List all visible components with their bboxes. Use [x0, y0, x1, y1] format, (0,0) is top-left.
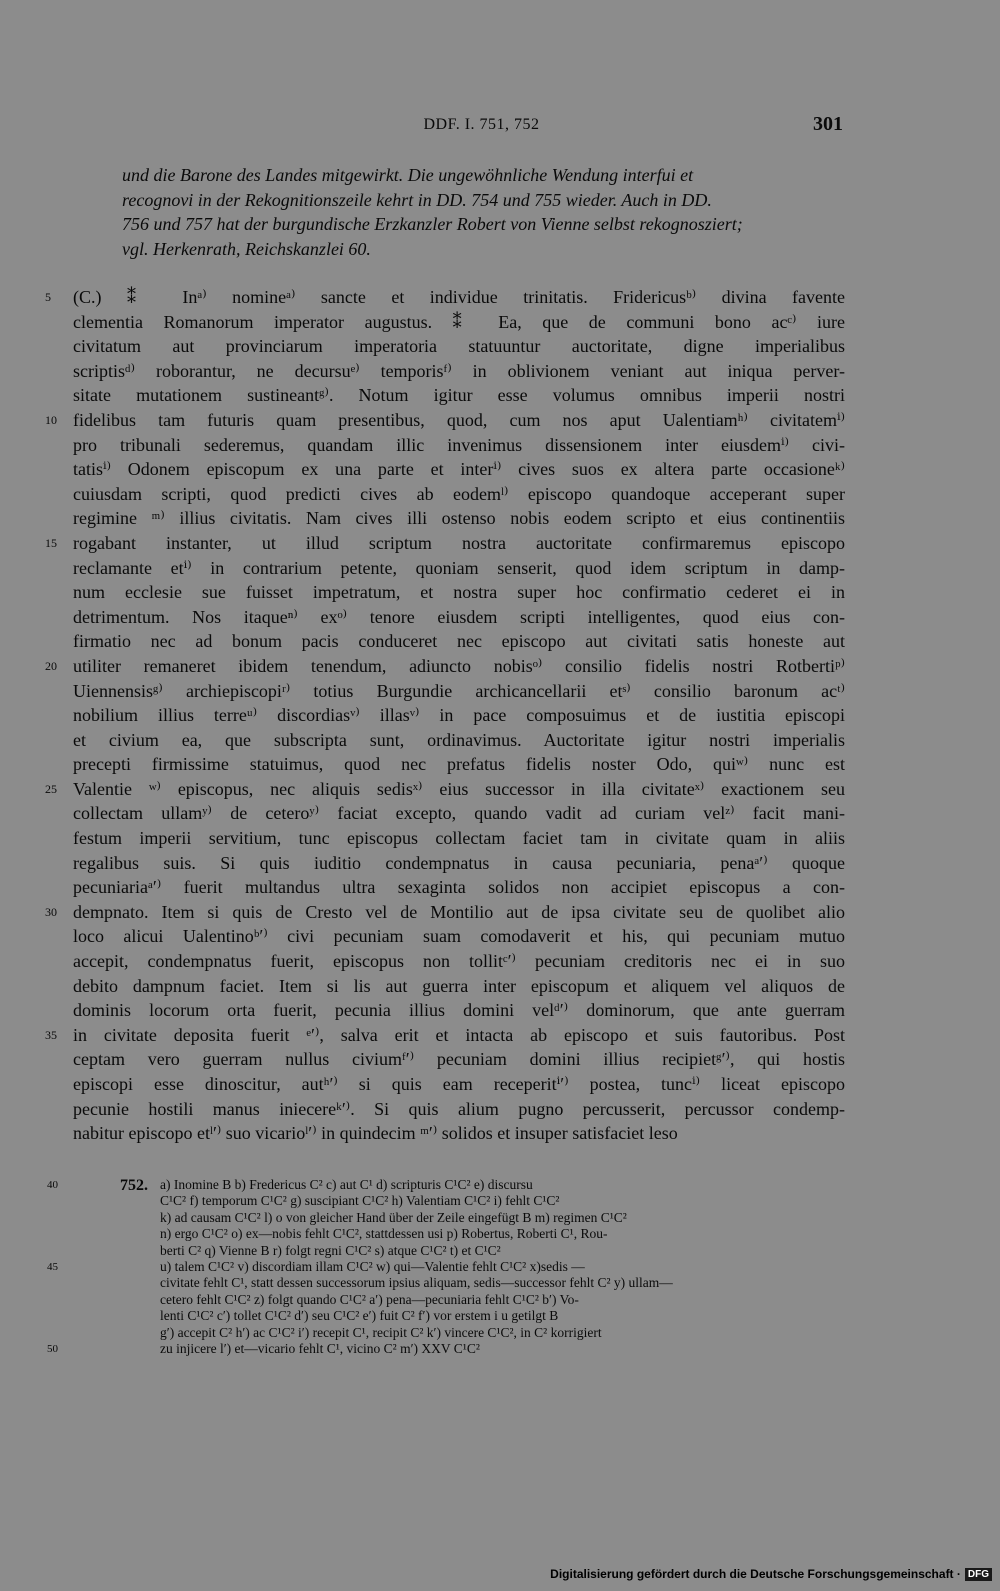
apparatus-line — [47, 1340, 845, 1357]
apparatus-line — [160, 1325, 845, 1341]
text-line — [45, 285, 845, 310]
line-text: detrimentum. Nos itaqueⁿ⁾ exᵒ⁾ tenore eiusdem scripti intelligentes, quod eius con- — [73, 606, 845, 627]
apparatus-text: civitate fehlt C¹, statt dessen successorum ipsius aliquam, sedis—successor fehlt C² y) ullam— — [160, 1275, 673, 1291]
preliminary-remark — [122, 163, 845, 261]
text-line — [73, 580, 845, 605]
text-line — [73, 924, 845, 949]
line-text: et civium ea, que subscripta sunt, ordinavimus. Auctoritate igitur nostri imperialis — [73, 729, 845, 750]
text-line — [45, 777, 845, 802]
line-text: festum imperii servitium, tunc episcopus collectam faciet tam in civitate quam in aliis — [73, 828, 845, 849]
text-line — [73, 801, 845, 826]
line-text: tatisⁱ⁾ Odonem episcopum ex una parte et interⁱ⁾ cives suos ex altera parte occasioneᵏ⁾ — [73, 459, 845, 480]
remark-line: recognovi in der Rekognitionszeile kehrt in DD. 754 und 755 wieder. Auch in DD. — [122, 189, 712, 210]
apparatus-text: k) ad causam C¹C² l) o von gleicher Hand über der Zeile eingefügt B m) regimen C¹C² — [160, 1209, 627, 1225]
remark-line: und die Barone des Landes mitgewirkt. Die ungewöhnliche Wendung interfui et — [122, 165, 694, 185]
text-line — [45, 900, 845, 925]
line-text: scriptisᵈ⁾ roborantur, ne decursuᵉ⁾ temporisᶠ⁾ in oblivionem veniant aut iniqua perver- — [73, 360, 845, 381]
line-number: 25 — [45, 781, 57, 796]
apparatus-text: u) talem C¹C² v) discordiam illam C¹C² w) qui—Valentie fehlt C¹C² x)sedis — — [160, 1258, 585, 1274]
apparatus-line — [160, 1275, 845, 1291]
page-number: 301 — [813, 113, 843, 135]
line-text: Valentie ʷ⁾ episcopus, nec aliquis sedisˣ⁾ eius successor in illa civitateˣ⁾ exactionem seu — [73, 778, 845, 799]
text-line — [73, 851, 845, 876]
line-text: regimine ᵐ⁾ illius civitatis. Nam cives illi ostenso nobis eodem scripto et eius continentiis — [73, 508, 845, 529]
line-number: 10 — [45, 412, 57, 427]
line-text: debito dampnum faciet. Item si lis aut guerra inter episcopum et aliquem vel aliquos de — [73, 975, 845, 996]
text-line — [73, 310, 845, 335]
line-text: pro tribunali sederemus, quandam illic invenimus dissensionem inter eiusdemⁱ⁾ civi- — [73, 434, 845, 455]
text-line — [73, 1047, 845, 1072]
text-line — [73, 679, 845, 704]
text-line — [73, 1072, 845, 1097]
text-line — [73, 752, 845, 777]
line-text: in civitate deposita fuerit ᵉ′⁾, salva erit et intacta ab episcopo et suis fautoribus. Post — [73, 1024, 845, 1045]
line-text: collectam ullamʸ⁾ de ceteroʸ⁾ faciat excepto, quando vadit ad curiam velᶻ⁾ facit mani- — [73, 803, 845, 824]
line-text: Uiennensisᵍ⁾ archiepiscopiʳ⁾ totius Burgundie archicancellarii etˢ⁾ consilio baronum acᵗ⁾ — [73, 680, 845, 701]
text-line — [73, 605, 845, 630]
line-text: regalibus suis. Si quis iuditio condempnatus in causa pecuniaria, penaᵃ′⁾ quoque — [73, 852, 845, 873]
text-line — [45, 1023, 845, 1048]
line-text: pecuniariaᵃ′⁾ fuerit multandus ultra sexaginta solidos non accipiet episcopus a con- — [73, 877, 845, 898]
footer-text: Digitalisierung gefördert durch die Deutsche Forschungsgemeinschaft · — [550, 1567, 961, 1581]
apparatus-text: C¹C² f) temporum C¹C² g) suscipiant C¹C² h) Valentiam C¹C² i) fehlt C¹C² — [160, 1193, 560, 1209]
line-text: nobilium illius terreᵘ⁾ discordiasᵛ⁾ illasᵛ⁾ in pace composuimus et de iustitia episcopi — [73, 705, 845, 726]
line-text: (C.) ⁑ Inᵃ⁾ nomineᵃ⁾ sancte et individue trinitatis. Fridericusᵇ⁾ divina favente — [73, 287, 845, 307]
text-line — [73, 826, 845, 851]
text-line — [73, 482, 845, 507]
apparatus-line — [160, 1210, 845, 1226]
line-number: 5 — [45, 290, 51, 304]
text-line — [73, 556, 845, 581]
text-line — [73, 974, 845, 999]
apparatus-line — [47, 1258, 845, 1275]
dfg-logo: DFG — [965, 1568, 992, 1581]
line-number: 40 — [47, 1179, 58, 1191]
document-number: 752. — [120, 1177, 148, 1194]
line-number: 35 — [45, 1027, 57, 1042]
apparatus-line — [160, 1292, 845, 1308]
text-line — [73, 1121, 845, 1146]
apparatus-text: n) ergo C¹C² o) ex—nobis fehlt C¹C², stattdessen usi p) Robertus, Roberti C¹, Rou- — [160, 1226, 608, 1242]
footer — [550, 1565, 992, 1583]
text-line — [73, 629, 845, 654]
text-line — [73, 1097, 845, 1122]
text-line — [73, 728, 845, 753]
text-line — [73, 457, 845, 482]
apparatus-text: lenti C¹C² c′) tollet C¹C² d′) seu C¹C² e′) fuit C² f′) vor erstem i u getilgt B — [160, 1308, 559, 1324]
line-text: dominis locorum orta fuerit, pecunia illius domini velᵈ′⁾ dominorum, que ante guerram — [73, 1000, 845, 1021]
apparatus-text: g′) accepit C² h′) ac C¹C² i′) recepit C¹, recipit C² k′) vincere C¹C², in C² korrigiert — [160, 1324, 602, 1340]
apparatus-line — [160, 1193, 845, 1209]
apparatus-line — [160, 1243, 845, 1259]
line-number: 50 — [47, 1342, 58, 1355]
line-text: fidelibus tam futuris quam presentibus, quod, cum nos aput Ualentiamʰ⁾ civitatemⁱ⁾ — [73, 409, 845, 430]
line-text: rogabant instanter, ut illud scriptum nostra auctoritate confirmaremus episcopo — [73, 532, 845, 553]
critical-apparatus — [47, 1177, 845, 1357]
line-number: 30 — [45, 904, 57, 919]
text-line — [73, 334, 845, 359]
text-line — [45, 531, 845, 556]
line-text: reclamante etⁱ⁾ in contrarium petente, quoniam senserit, quod idem scriptum in damp- — [73, 557, 845, 578]
apparatus-text: berti C² q) Vienne B r) folgt regni C¹C² s) atque C¹C² t) et C¹C² — [160, 1242, 501, 1258]
apparatus-line — [160, 1226, 845, 1242]
text-line — [73, 506, 845, 531]
apparatus-text: zu injicere l′) et—vicario fehlt C¹, vicino C² m′) XXV C¹C² — [160, 1340, 480, 1356]
line-text: cuiusdam scripti, quod predicti cives ab eodemˡ⁾ episcopo quandoque acceperant super — [73, 483, 845, 504]
text-line — [73, 949, 845, 974]
text-line — [73, 359, 845, 384]
apparatus-text: cetero fehlt C¹C² z) folgt quando C¹C² a′) pena—pecuniaria fehlt C¹C² b′) Vo- — [160, 1291, 579, 1307]
line-number: 15 — [45, 535, 57, 550]
line-text: civitatum aut provinciarum imperatoria statuuntur auctoritate, digne imperialibus — [73, 336, 845, 357]
text-line — [45, 408, 845, 433]
line-text: sitate mutationem sustineantᵍ⁾. Notum igitur esse volumus omnibus imperii nostri — [73, 385, 845, 406]
line-text: clementia Romanorum imperator augustus. ⁑ Ea, que de communi bono acᶜ⁾ iure — [73, 311, 845, 332]
running-title: DDF. I. 751, 752 — [423, 116, 540, 133]
line-number: 20 — [45, 658, 57, 673]
line-text: utiliter remaneret ibidem tenendum, adiuncto nobisᵒ⁾ consilio fidelis nostri Rotbertiᵖ⁾ — [73, 655, 845, 676]
line-number: 45 — [47, 1260, 58, 1273]
apparatus-text: a) Inomine B b) Fredericus C² c) aut C¹ d) scripturis C¹C² e) discursu — [160, 1177, 533, 1192]
line-text: pecunie hostili manus iniecereᵏ′⁾. Si quis alium pugno percusserit, percussor condemp- — [73, 1098, 845, 1119]
apparatus-line — [160, 1308, 845, 1324]
line-text: dempnato. Item si quis de Cresto vel de Montilio aut de ipsa civitate seu de quolibet alio — [73, 901, 845, 922]
line-text: loco alicui Ualentinoᵇ′⁾ civi pecuniam suam comodaverit et his, qui pecuniam mutuo — [73, 926, 845, 947]
text-line — [73, 433, 845, 458]
text-line — [73, 383, 845, 408]
line-text: nabitur episcopo etˡ′⁾ suo vicarioˡ′⁾ in quindecim ᵐ′⁾ solidos et insuper satisfaciet leso — [73, 1123, 678, 1144]
text-line — [45, 654, 845, 679]
running-head — [120, 113, 843, 142]
remark-line: 756 und 757 hat der burgundische Erzkanzler Robert von Vienne selbst rekognosziert; — [122, 214, 743, 235]
line-text: ceptam vero guerram nullus civiumᶠ′⁾ pecuniam domini illius recipietᵍ′⁾, qui hostis — [73, 1049, 845, 1070]
line-text: episcopi esse dinoscitur, autʰ′⁾ si quis eam receperitⁱ′⁾ postea, tuncⁱ⁾ liceat episcopo — [73, 1074, 845, 1094]
text-line — [73, 998, 845, 1023]
line-text: num ecclesie sue fuisset impetratum, et nostra super hoc confirmatio cederet ei in — [73, 582, 845, 603]
charter-text — [45, 285, 845, 1146]
line-text: accepit, condempnatus fuerit, episcopus non tollitᶜ′⁾ pecuniam creditoris nec ei in suo — [73, 951, 845, 972]
line-text: firmatio nec ad bonum pacis conduceret nec episcopo aut civitati satis honeste aut — [73, 631, 845, 652]
text-line — [73, 875, 845, 900]
remark-line: vgl. Herkenrath, Reichskanzlei 60. — [122, 238, 371, 259]
text-line — [73, 703, 845, 728]
line-text: precepti firmissime statuimus, quod nec prefatus fidelis noster Odo, quiʷ⁾ nunc est — [73, 754, 845, 775]
